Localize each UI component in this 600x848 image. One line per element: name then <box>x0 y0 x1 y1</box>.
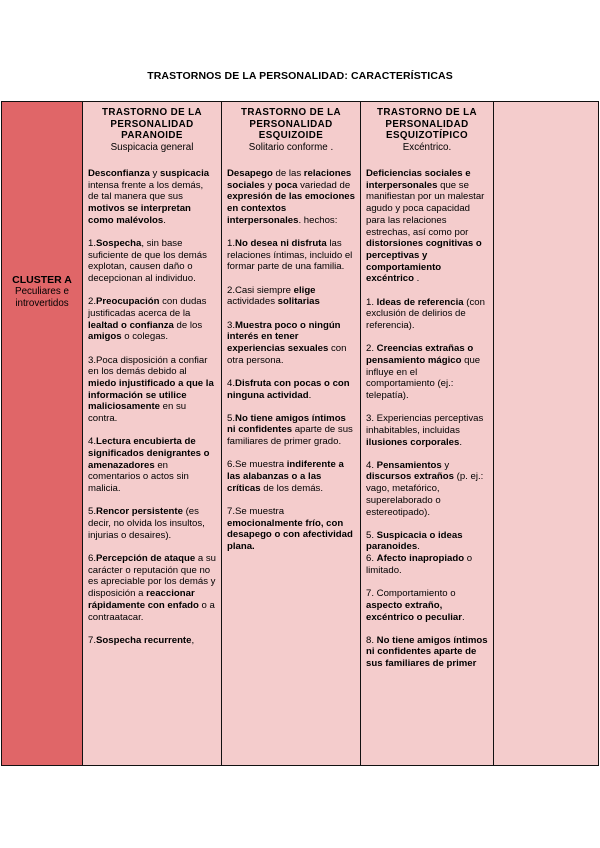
text-run: 2. <box>88 296 97 308</box>
empty-column <box>493 101 599 766</box>
bold-text: Ideas de referencia <box>376 296 464 308</box>
text-run: . <box>308 389 312 401</box>
text-run: las relaciones íntimas, incluido el formar parte de una familia. <box>227 238 353 273</box>
text-run: 7.Se muestra <box>227 505 285 517</box>
document-title: TRASTORNOS DE LA PERSONALIDAD: CARACTERÍSTICAS <box>147 70 453 82</box>
bold-text: poca <box>275 179 298 191</box>
text-run: 8. <box>366 634 377 646</box>
criterion-item <box>366 413 488 448</box>
text-run: de las <box>272 168 304 179</box>
text-run: . <box>414 273 420 285</box>
bold-text: Rencor persistente <box>96 506 183 518</box>
bold-text: Creencias extrañas o pensamiento mágico <box>366 343 474 366</box>
text-run: (es decir, no olvida los insultos, injurias o desaires). <box>88 506 205 541</box>
text-run: o a contraatacar. <box>88 599 215 623</box>
text-run: 7. <box>88 634 97 646</box>
bold-text: Sospecha <box>96 238 142 250</box>
paranoid-criteria <box>83 168 221 646</box>
text-run: . <box>163 214 166 226</box>
criterion-item <box>366 553 488 576</box>
bold-text: lealtad o confianza <box>88 319 174 331</box>
text-run: aparte de sus familiares de primer grado. <box>227 424 353 448</box>
criterion-item <box>88 238 216 285</box>
text-run: y <box>264 179 276 191</box>
criterion-item <box>227 285 355 308</box>
text-run: en su contra. <box>88 401 187 425</box>
criterion-item <box>88 355 216 425</box>
bold-text: relaciones sociales <box>227 168 352 191</box>
bold-text: Desconfianza <box>88 168 150 179</box>
text-run: 5. <box>88 506 97 518</box>
criterion-item <box>227 168 355 227</box>
text-run: 5. <box>227 412 236 424</box>
text-run: que influye en el comportamiento (ej.: telepatía). <box>366 354 481 401</box>
text-run: a su carácter o reputación que no es apreciable por los demás y disposición a <box>88 552 216 600</box>
bold-text: Desapego <box>227 168 273 179</box>
paranoid-title: TRASTORNO DE LA PERSONALIDAD PARANOIDE <box>102 107 202 141</box>
bold-text: Suspicacia o ideas paranoides <box>366 529 463 553</box>
bold-text: amigos <box>88 331 122 343</box>
bold-text: Muestra poco o ningún interés en tener experiencias sexuales <box>227 319 341 354</box>
criterion-item <box>366 530 488 553</box>
text-run: que se manifiestan por un malestar agudo y poca capacidad para las relaciones estrechas, así como por <box>366 179 485 238</box>
bold-text: Sospecha recurrente <box>96 634 192 646</box>
text-run: . <box>461 611 465 623</box>
criterion-item <box>227 238 355 273</box>
text-run: (p. ej.: vago, metafórico, superelaborado o estereotipado). <box>366 471 484 518</box>
schizoid-column <box>221 101 361 766</box>
paranoid-column <box>82 101 222 766</box>
text-run: 4. <box>227 377 236 389</box>
cluster-label <box>2 274 82 310</box>
text-run: intensa frente a los demás, de tal manera que sus <box>88 179 204 203</box>
bold-text: aspecto extraño, excéntrico o peculiar <box>366 599 462 623</box>
criterion-item <box>88 506 216 541</box>
schizotypal-title: TRASTORNO DE LA PERSONALIDAD ESQUIZOTÍPICO <box>377 107 477 141</box>
bold-text: Deficiencias sociales e interpersonales <box>366 168 471 191</box>
text-run: . <box>459 436 462 448</box>
bold-text: No tiene amigos íntimos ni confidentes aparte de sus familiares de primer <box>366 634 488 670</box>
schizotypal-criteria <box>361 168 493 670</box>
text-run: (con exclusión de delirios de referencia). <box>366 296 485 331</box>
bold-text: No desea ni disfruta <box>235 238 327 250</box>
criterion-item <box>227 320 355 367</box>
schizoid-header <box>222 102 360 153</box>
criterion-item <box>227 506 355 553</box>
cluster-cell <box>1 101 83 766</box>
bold-text: Disfruta con pocas o con ninguna actividad <box>227 377 350 401</box>
bold-text: suspicacia <box>160 168 210 179</box>
text-run: 2.Casi siempre <box>227 284 294 296</box>
bold-text: expresión de las emociones en contextos interpersonales <box>227 191 355 226</box>
text-run: 3. <box>227 319 236 331</box>
criterion-item <box>88 553 216 623</box>
text-run: 6. <box>88 552 97 564</box>
bold-text: motivos se interpretan como malévolos <box>88 203 191 226</box>
text-run: , sin base suficiente de que los demás explotan, causen daño o decepcionan al individuo. <box>88 238 207 285</box>
schizotypal-subtitle: Excéntrico. <box>402 141 452 153</box>
criterion-item <box>366 343 488 402</box>
criterion-item <box>88 168 216 227</box>
text-run: 1. <box>227 238 236 250</box>
text-run: 4. <box>366 459 377 471</box>
schizoid-title: TRASTORNO DE LA PERSONALIDAD ESQUIZOIDE <box>241 107 341 141</box>
text-run: de los demás. <box>260 482 324 494</box>
criterion-item <box>88 296 216 343</box>
text-run: o limitado. <box>366 553 473 576</box>
bold-text: ilusiones corporales <box>366 436 460 448</box>
text-run: con dudas justificadas acerca de la <box>88 296 207 320</box>
schizoid-criteria <box>222 168 360 553</box>
cluster-name: CLUSTER A <box>12 274 72 286</box>
bold-text: Pensamientos <box>376 459 442 471</box>
cluster-description: Peculiares e introvertidos <box>15 286 69 309</box>
text-run: en comentarios o actos sin malicia. <box>88 459 189 495</box>
bold-text: elige <box>293 284 316 296</box>
text-run: con otra persona. <box>227 342 347 366</box>
schizotypal-header <box>361 102 493 153</box>
bold-text: emocionalmente frío, con desapego o con afectividad plana. <box>227 517 353 553</box>
text-run: 1. <box>88 238 97 250</box>
criterion-item <box>88 436 216 495</box>
schizoid-subtitle: Solitario conforme . <box>248 141 334 153</box>
text-run: . <box>417 541 420 553</box>
schizotypal-column <box>360 101 494 766</box>
bold-text: distorsiones cognitivas o perceptivas y comportamiento excéntrico <box>366 238 482 285</box>
text-run: . hechos: <box>298 214 338 226</box>
text-run: 6.Se muestra <box>227 459 287 471</box>
characteristics-table <box>1 101 599 766</box>
text-run: 6. <box>366 553 377 565</box>
bold-text: Preocupación <box>96 296 160 308</box>
criterion-item <box>227 378 355 401</box>
bold-text: solitarias <box>277 296 320 308</box>
bold-text: reaccionar rápidamente con enfado <box>88 588 199 611</box>
paranoid-header <box>83 102 221 153</box>
text-run: 3.Poca disposición a confiar en los demás debido al <box>88 354 208 378</box>
criterion-item <box>366 635 488 670</box>
criterion-item <box>366 588 488 623</box>
text-run: variedad de <box>297 179 351 191</box>
text-run: 2. <box>366 343 377 355</box>
text-run: 4. <box>88 436 97 448</box>
text-run: y <box>149 168 160 179</box>
text-run: 1. <box>366 296 377 308</box>
criterion-item <box>227 413 355 448</box>
bold-text: No tiene amigos íntimos ni confidentes <box>227 412 346 436</box>
criterion-item <box>366 168 488 285</box>
text-run: 3. Experiencias perceptivas inhabitables, incluidas <box>366 413 484 436</box>
criterion-item <box>366 297 488 332</box>
bold-text: miedo injustificado a que la información se utilice maliciosamente <box>88 378 214 413</box>
text-run: actividades <box>227 296 278 308</box>
text-run: , <box>191 634 195 646</box>
bold-text: Percepción de ataque <box>96 552 196 564</box>
criterion-item <box>227 459 355 494</box>
criterion-item <box>88 635 216 647</box>
bold-text: Lectura encubierta de significados denigrantes o amenazadores <box>88 436 210 471</box>
text-run: de los <box>173 319 203 331</box>
text-run: 5. <box>366 529 377 541</box>
text-run: o colegas. <box>121 331 168 343</box>
bold-text: indiferente a las alabanzas o a las críticas <box>227 459 344 494</box>
criterion-item <box>366 460 488 519</box>
bold-text: discursos extraños <box>366 471 454 483</box>
text-run: 7. Comportamiento o <box>366 588 456 600</box>
paranoid-subtitle: Suspicacia general <box>110 141 194 153</box>
text-run: y <box>441 459 450 471</box>
bold-text: Afecto inapropiado <box>376 553 465 565</box>
